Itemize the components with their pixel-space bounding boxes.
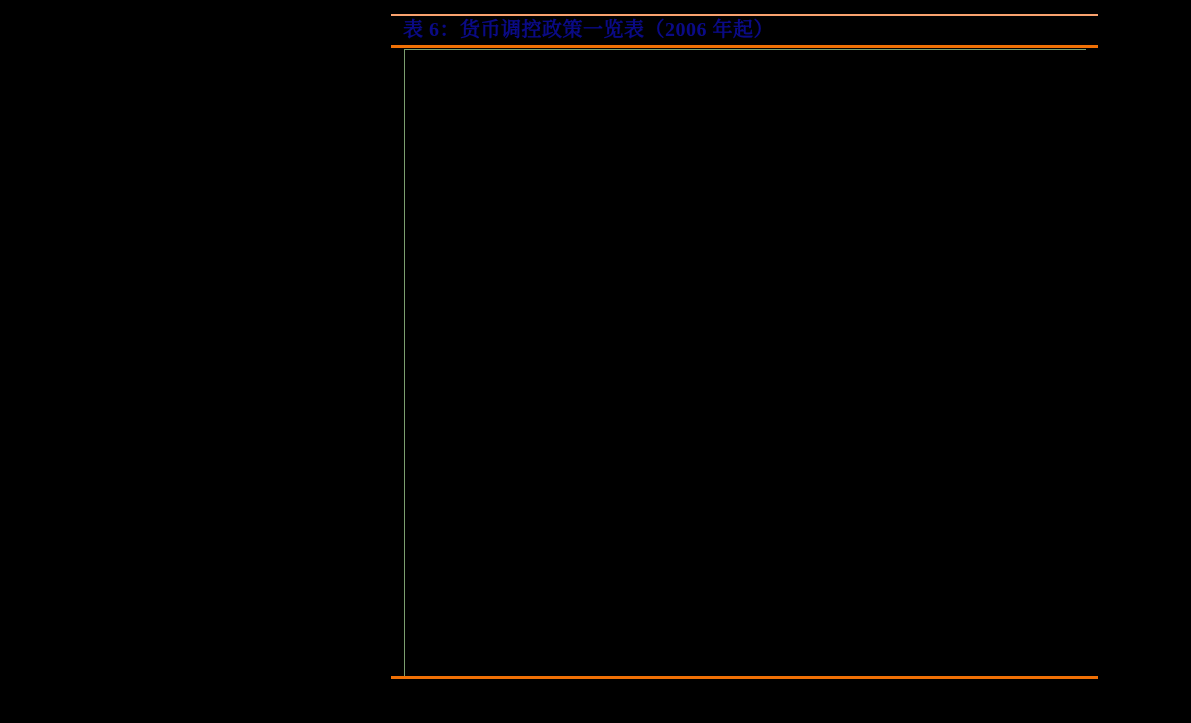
bottom-rule <box>391 676 1098 679</box>
table-frame <box>404 49 1086 676</box>
table-caption: 表 6：货币调控政策一览表（2006 年起） <box>403 19 774 41</box>
caption-underline-rule <box>391 45 1098 48</box>
top-thin-rule <box>391 14 1098 16</box>
table-section <box>391 0 1098 723</box>
